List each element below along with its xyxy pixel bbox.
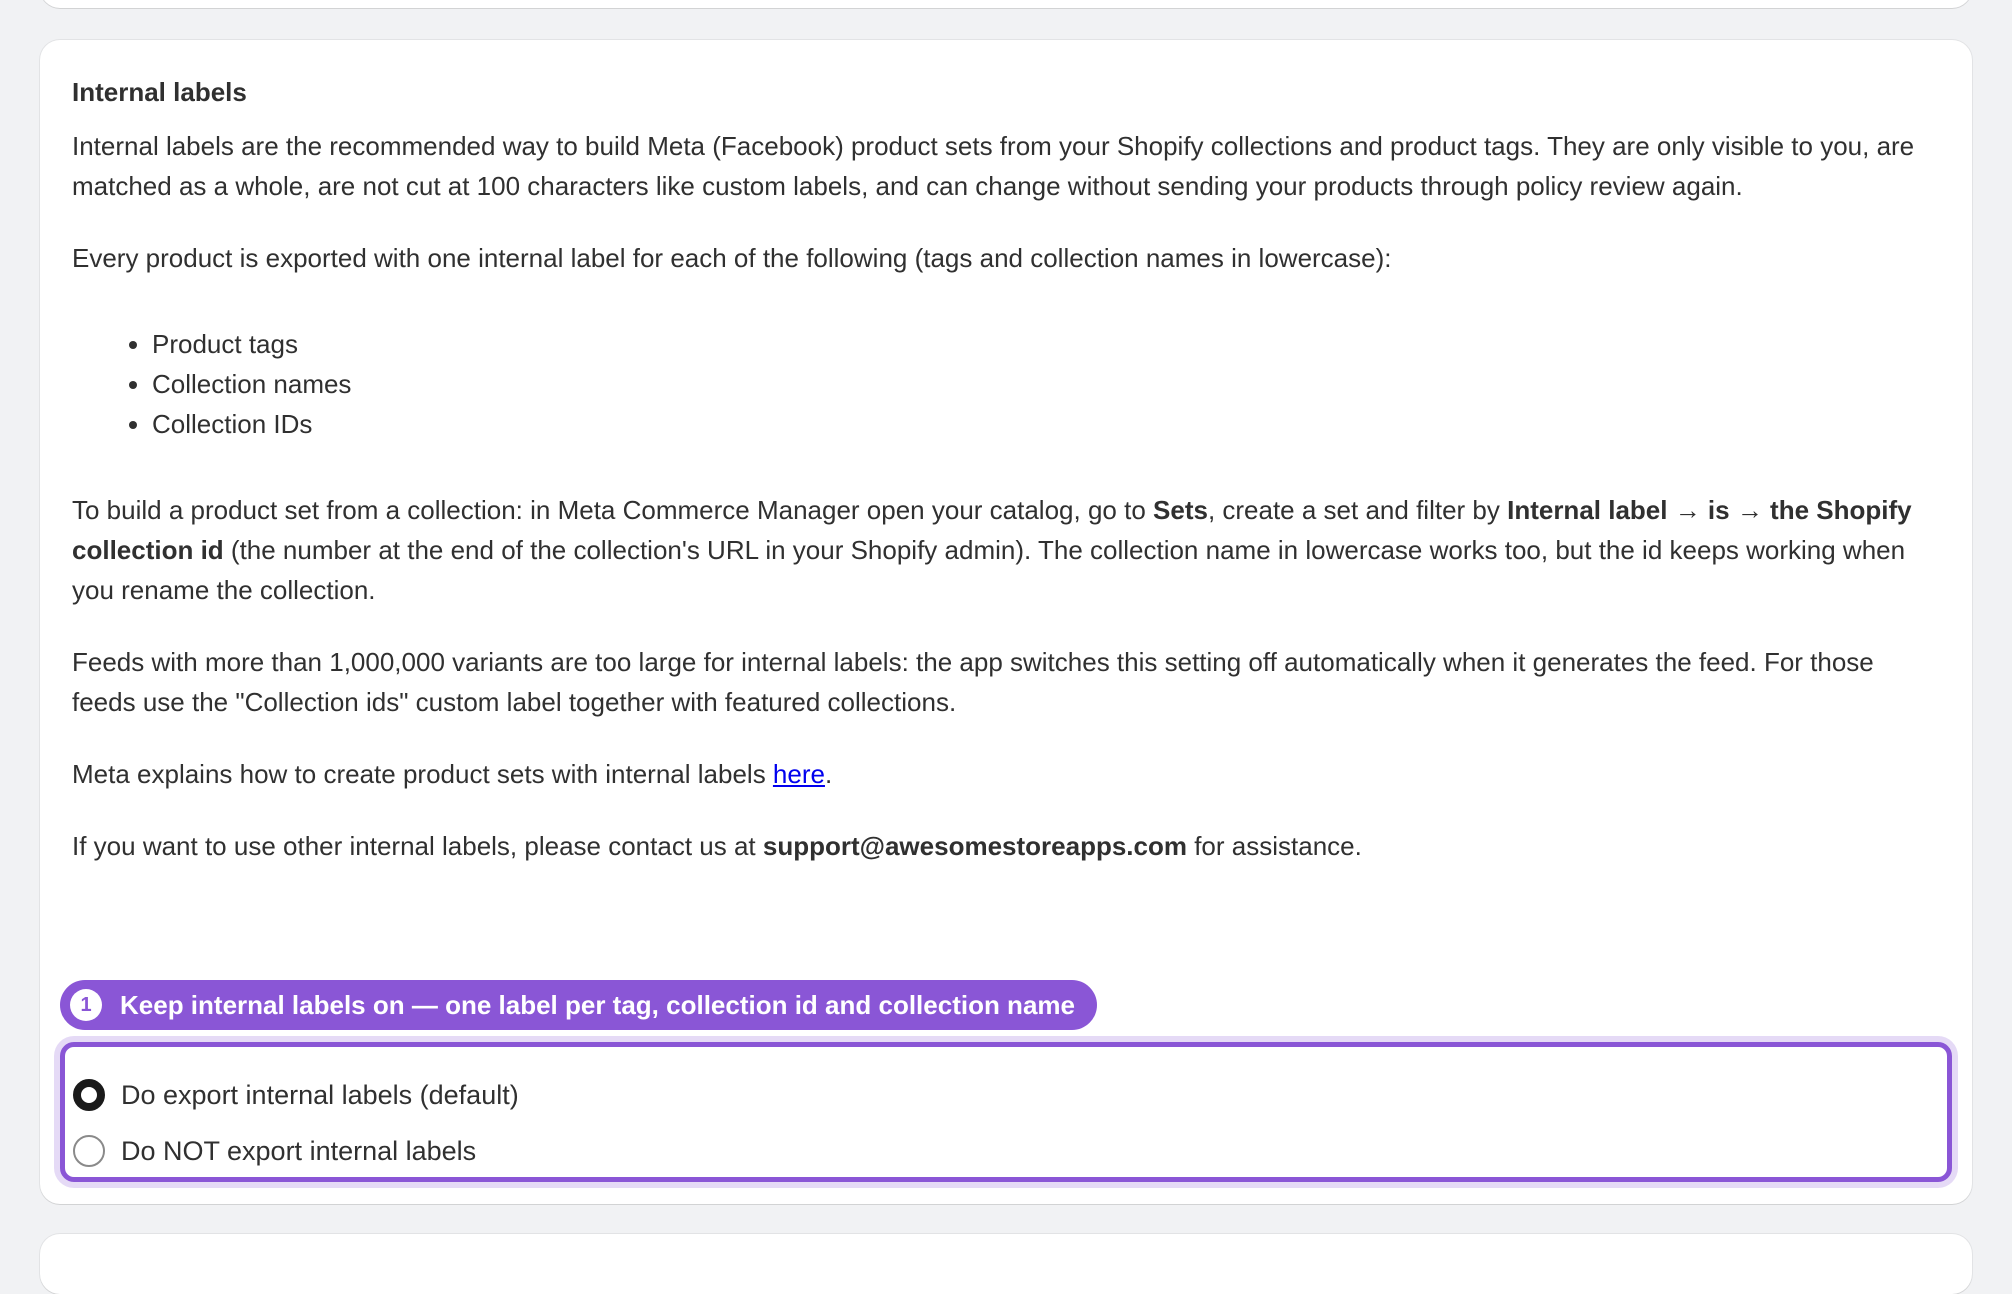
radio-unselected-icon[interactable] (73, 1135, 105, 1167)
export-option-group (60, 1042, 1952, 1182)
meta-text: . (824, 759, 833, 789)
step-number: 1 (70, 989, 102, 1021)
list-item: • Collection names (152, 364, 1940, 404)
intro-paragraph: Internal labels are the recommended way to build Meta (Facebook) product sets from your Shopify collections and product tags. They are only visible to you, are matched as a whole, are not cut at 100 characters like custom labels, and can change without sending your products through policy review again. (72, 131, 1915, 201)
filter-bold: Internal label → is → the Shopify collection id (72, 495, 1912, 565)
step-label: Keep internal labels on — one label per tag, collection id and collection name (120, 989, 1075, 1020)
radio-label: Do export internal labels (default) (121, 1079, 519, 1110)
build-text: To build a product set from a collection: in Meta Commerce Manager open your catalog, go to (72, 495, 1154, 525)
step-badge (60, 980, 1097, 1030)
contact-text: If you want to use other internal labels, please contact us at (72, 831, 763, 861)
previous-card (40, 0, 1972, 8)
radio-option-no-export[interactable] (73, 1123, 1947, 1179)
build-set-paragraph (72, 490, 1940, 610)
contact-text: for assistance. (1186, 831, 1362, 861)
radio-label: Do NOT export internal labels (121, 1135, 477, 1166)
meta-paragraph (72, 754, 1940, 794)
radio-option-export[interactable] (73, 1067, 1947, 1123)
list-item: • Collection IDs (152, 404, 1940, 444)
every-product-paragraph: Every product is exported with one internal label for each of the following (tags and collection names in lowercase): (72, 243, 1392, 273)
section-title: Internal labels (72, 77, 247, 107)
support-email: support@awesomestoreapps.com (762, 831, 1187, 861)
contact-paragraph (72, 826, 1940, 866)
list-item: • Product tags (152, 324, 1940, 364)
build-text: , create a set and filter by (1207, 495, 1508, 525)
meta-text: Meta explains how to create product sets with internal labels (72, 759, 773, 789)
label-types-list (72, 324, 1940, 444)
sets-bold: Sets (1153, 495, 1208, 525)
build-text: (the number at the end of the collection's URL in your Shopify admin). The collection name in lowercase works too, but the id keeps working when you rename the collection. (72, 535, 1906, 605)
next-card (40, 1234, 1972, 1294)
step-callout (60, 980, 1097, 1030)
feeds-paragraph: Feeds with more than 1,000,000 variants are too large for internal labels: the app switches this setting off automatically when it generates the feed. For those feeds use the "Collection ids" custom label together with featured collections. (72, 647, 1874, 717)
here-link[interactable]: here (772, 759, 825, 789)
radio-selected-icon[interactable] (73, 1079, 105, 1111)
